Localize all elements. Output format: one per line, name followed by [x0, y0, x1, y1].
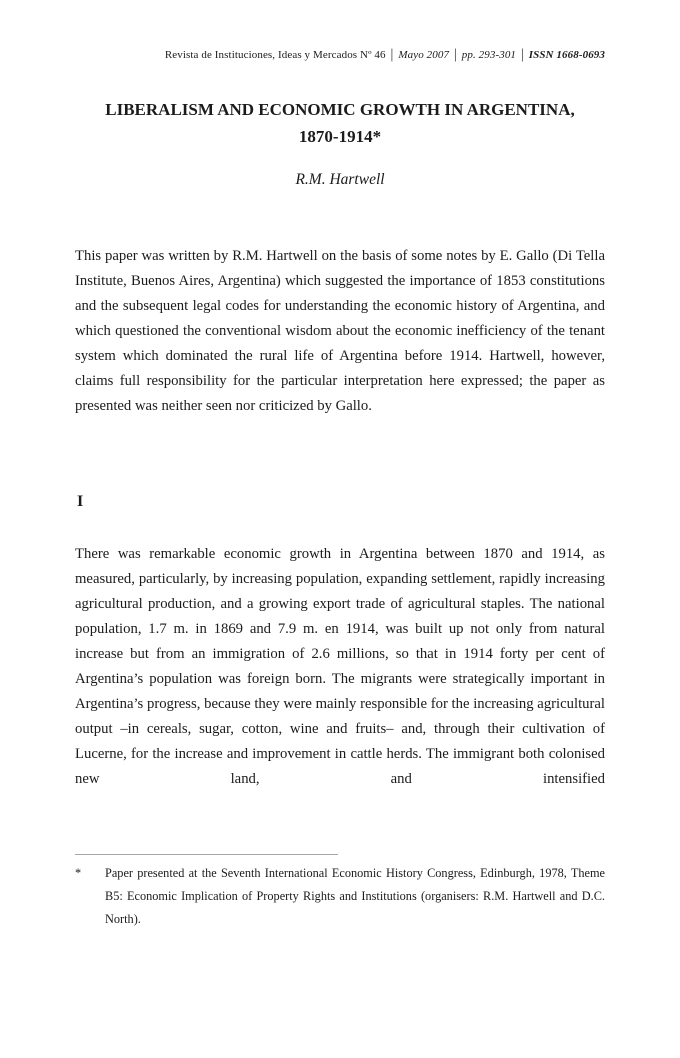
page-range: pp. 293-301 — [461, 49, 517, 61]
abstract-paragraph: This paper was written by R.M. Hartwell on the basis of some notes by E. Gallo (Di Tella Institute, Buenos Aires, Argentina) which suggested the importance of 1853 constitutions and the subsequent legal codes for understanding the economic history of Argentina, and which questioned the conventional wisdom about the economic inefficiency of the tenant system which dominated the rural life of Argentina before 1914. Hartwell, however, claims full responsibility for the particular interpretation here expressed; the paper as presented was neither seen nor criticized by Gallo. — [75, 248, 605, 414]
issue-date: Mayo 2007 — [398, 49, 450, 61]
paper-title-line2: 1870-1914* — [298, 127, 382, 146]
footnote-divider — [75, 854, 338, 855]
author-name: R.M. Hartwell — [295, 171, 385, 188]
journal-name: Revista de Instituciones, Ideas y Mercados Nº 46 — [164, 49, 386, 61]
paper-title — [75, 96, 605, 150]
issn-number: ISSN 1668-0693 — [528, 49, 605, 61]
footnote — [75, 862, 605, 931]
header-separator: | — [521, 44, 524, 63]
paper-title-line1: LIBERALISM AND ECONOMIC GROWTH IN ARGENTINA, — [105, 100, 575, 119]
journal-header-line — [75, 46, 605, 62]
footnote-text: Paper presented at the Seventh International Economic History Congress, Edinburgh, 1978, Theme B5: Economic Implication of Property Rights and Institutions (organisers: R.M. Hartwell and D.C. North). — [105, 866, 605, 926]
footnote-marker: * — [75, 866, 82, 880]
body-paragraph: There was remarkable economic growth in Argentina between 1870 and 1914, as measured, particularly, by increasing population, expanding settlement, rapidly increasing agricultural production, and a growing export trade of agricultural staples. The national population, 1.7 m. in 1869 and 7.9 m. en 1914, was built up not only from natural increase but from an immigration of 2.6 millions, so that in 1914 forty per cent of Argentina’s population was foreign born. The migrants were strategically important in Argentina’s progress, because they were mainly responsible for the increasing agricultural output –in cereals, sugar, cotton, wine and fruits– and, through their cultivation of Lucerne, for the increase and improvement in cattle herds. The immigrant both colonised new land, and intensified — [75, 546, 605, 787]
header-separator: | — [390, 44, 394, 63]
section-heading: I — [77, 493, 84, 510]
header-separator: | — [454, 44, 457, 63]
